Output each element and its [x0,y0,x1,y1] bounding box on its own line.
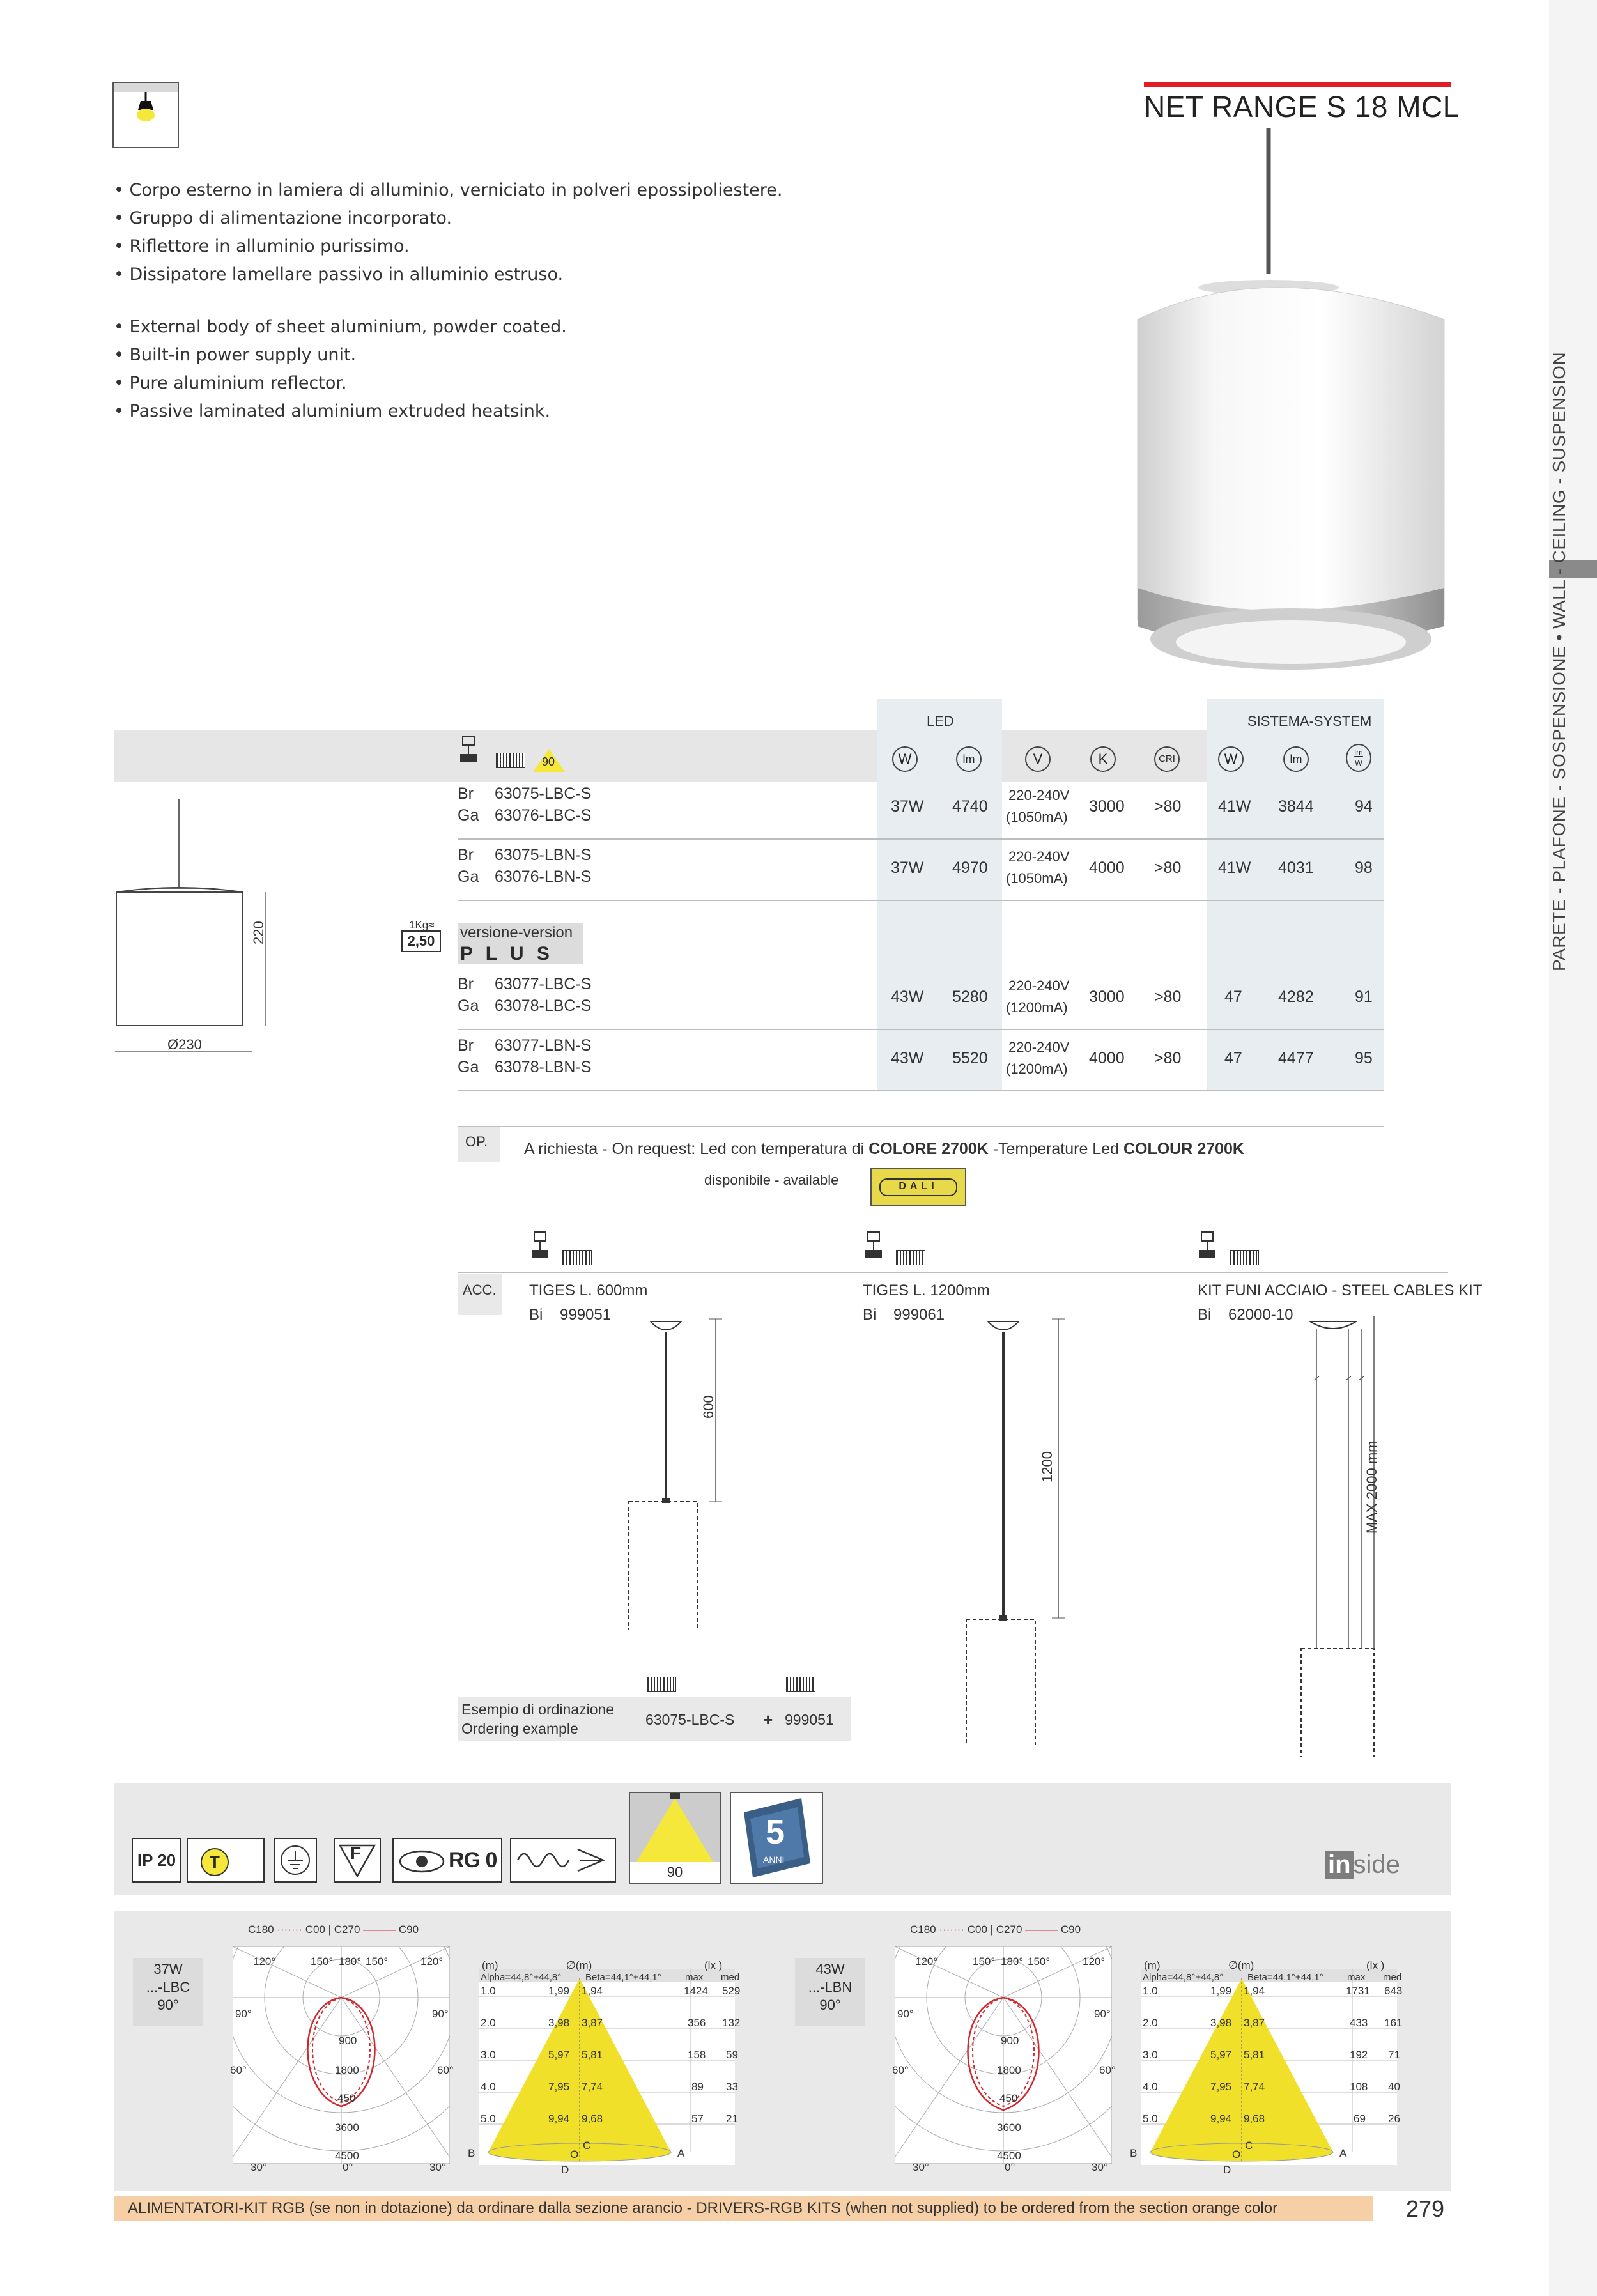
photometry-row: 1.0 [1143,1985,1158,1997]
accessory-name: TIGES L. 1200mm [863,1282,990,1299]
accessory-prefix: Bi [529,1306,543,1323]
accessory-prefix: Bi [863,1306,877,1323]
ordering-plus: + [763,1710,773,1729]
kelvin-icon: K [1090,746,1116,772]
feature-item: • Dissipatore lamellare passivo in alluminio estruso. [114,265,564,284]
system-watt-icon: W [1218,746,1244,772]
legend: C180 ······· C00 | C270 ——— C90 [248,1923,419,1936]
beam-angle-icon: 90 [629,1792,721,1884]
dimmable-wave-icon [510,1838,616,1883]
photometry-row: 3.0 [481,2049,496,2061]
pendant-small-icon [863,1231,884,1263]
accessory-prefix: Bi [1198,1306,1212,1323]
photometric-panel: C180 ······· C00 | C270 ——— C90 37W ...-LBC 90° 120° 150° 180° 150° 120° 90° 90° 60° 60° 900 1800 450 3600 4500 30° 0° 30° (m) ∅(m) (lx ) Alpha=44,8°+44,8° Beta=44,1°+44,1° max med 1.0 1,99 1,94 1424 529 2.0 3,98 3,87 356 132 3.0 5,97 5,81 158 59 4.0 7,95 7,74 89 33 5.0 9,94 9,68 57 21 B O C A D [114,1911,766,2191]
options-available: disponibile - available [704,1172,839,1188]
photometry-row: 1.0 [481,1985,496,1997]
photobiological-risk-icon: RG 0 [392,1838,502,1883]
lumen-icon: lm [956,746,982,772]
pendant-small-icon [529,1231,551,1263]
accessory-code: 999061 [893,1306,945,1323]
height-dimension: 220 [251,921,266,944]
barcode-icon [1230,1250,1259,1265]
barcode-icon [896,1250,925,1265]
feature-list-italian [114,176,783,289]
accessories-label-box [458,1274,502,1315]
accessory-name: KIT FUNI ACCIAIO - STEEL CABLES KIT [1198,1282,1483,1299]
ordering-code-1: 63075-LBC-S [645,1711,735,1728]
barcode-icon [496,753,525,768]
accessories-divider [458,1272,1448,1273]
ordering-label-it: Esempio di ordinazione [461,1701,615,1718]
feature-item: • Riflettore in alluminio purissimo. [114,236,410,256]
feature-item: • Pure aluminium reflector. [114,373,347,393]
row-divider [458,838,1384,840]
plus-version-badge [458,923,583,964]
accessories-label: ACC. [463,1282,497,1298]
photometry-row: 2.0 [481,2017,496,2029]
feature-item: • Gruppo di alimentazione incorporato. [114,208,452,228]
f-mark-icon: F [334,1838,381,1883]
cri-icon: CRI [1154,746,1180,772]
ordering-code-2: 999051 [785,1711,834,1728]
options-label-box [458,1127,500,1162]
version-label: versione-version [460,924,573,941]
inside-logo: in side [1325,1851,1400,1879]
pendant-small-icon [1196,1231,1218,1263]
watt-icon: W [892,746,918,772]
options-text: A richiesta - On request: Led con temperatura di COLORE 2700K -Temperature Led COLOUR 2700K [524,1140,1244,1158]
pendant-type-icon [112,82,179,148]
photometry-row: 4.0 [1143,2081,1158,2093]
options-divider [458,1126,1384,1127]
accessory-code: 62000-10 [1228,1306,1293,1323]
photometry-row: 5.0 [1143,2113,1158,2125]
accessory-name: TIGES L. 600mm [529,1282,648,1299]
system-lumen-icon: lm [1283,746,1309,772]
model-label: 43W ...-LBN 90° [795,1958,865,2026]
photometry-row: 3.0 [1143,2049,1158,2061]
warranty-5-years-icon: 5 ANNI [730,1792,823,1884]
beam-angle-value: 90 [542,755,555,768]
feature-item: • Passive laminated aluminium extruded heatsink. [114,401,551,421]
feature-list-english [114,313,567,426]
legend: C180 ······· C00 | C270 ——— C90 [910,1923,1081,1936]
dali-logo: DALI [870,1168,966,1206]
title-accent-bar [1144,82,1451,87]
plus-label: P L U S [460,943,553,964]
model-label: 37W ...-LBC 90° [133,1958,203,2026]
feature-item: • External body of sheet aluminium, powder coated. [114,317,567,337]
product-title: NET RANGE S 18 MCL [1144,90,1460,123]
rod-1200-drawing [952,1310,1080,1745]
diameter-dimension: Ø230 [167,1036,202,1052]
table-header-band [114,730,1384,782]
dimension-drawing [109,799,275,1067]
barcode-icon [562,1250,592,1265]
accessory-code: 999051 [560,1306,612,1323]
voltage-icon: V [1025,746,1051,772]
footer-note: ALIMENTATORI-KIT RGB (se non in dotazione) da ordinare dalla sezione arancio - DRIVERS-RGB KITS (when not supplied) to be ordered from the section orange color [114,2196,1373,2221]
section-label: PARETE - PLAFONE - SOSPENSIONE • WALL - CEILING - SUSPENSION [1549,351,1569,971]
row-divider [458,900,1384,901]
pendant-small-icon [458,735,479,767]
earth-class-icon [274,1838,317,1883]
row-divider [458,1090,1384,1091]
weight-unit: 1Kg≈ [409,919,435,931]
feature-item: • Corpo esterno in lamiera di alluminio, verniciato in polveri epossipoliestere. [114,180,783,200]
rod-length-label: 600 [700,1395,716,1419]
photometry-row: 5.0 [481,2113,496,2125]
ip20-icon: IP 20 [132,1838,181,1883]
product-photo [1086,128,1483,690]
cable-length-label: MAX 2000 mm [1364,1440,1380,1534]
feature-item: • Built-in power supply unit. [114,345,357,365]
photometry-row: 4.0 [481,2081,496,2093]
ordering-label-en: Ordering example [461,1720,578,1737]
page-number: 279 [1406,2196,1445,2222]
row-divider [458,1029,1384,1030]
photometry-row: 2.0 [1143,2017,1158,2029]
weight-badge: 2,50 [401,930,441,952]
system-group-label: SISTEMA-SYSTEM [1247,713,1372,729]
temperature-class-icon: T [187,1838,265,1883]
options-label: OP. [465,1134,488,1150]
barcode-icon [647,1677,676,1692]
efficacy-icon: lm W [1346,744,1371,772]
steel-cables-drawing [1291,1310,1419,1757]
photometric-panel: C180 ······· C00 | C270 ——— C90 43W ...-LBN 90° 120° 150° 180° 150° 120° 90° 90° 60° 60° 900 1800 450 3600 4500 30° 0° 30° (m) ∅(m) (lx ) Alpha=44,8°+44,8° Beta=44,1°+44,1° max med 1.0 1,99 1,94 1731 643 2.0 3,98 3,87 433 161 3.0 5,97 5,81 192 71 4.0 7,95 7,74 108 40 5.0 9,94 9,68 69 26 B O C A D [776,1911,1428,2191]
barcode-icon [786,1677,815,1692]
beam-angle-badge [528,749,570,772]
led-group-label: LED [927,713,954,729]
rod-600-drawing [613,1310,741,1630]
rod-length-label: 1200 [1039,1451,1055,1483]
